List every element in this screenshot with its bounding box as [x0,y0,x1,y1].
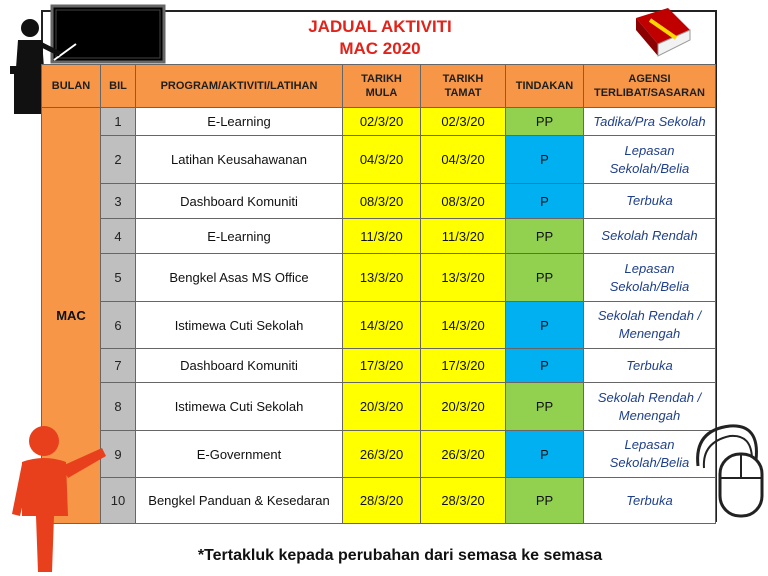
action-cell: P [506,302,584,349]
header-text: MULA [365,87,398,99]
col-header-tarikh-tamat [421,65,506,108]
action-cell: PP [506,383,584,431]
start-date-cell: 08/3/20 [343,184,421,219]
bil-cell: 7 [101,349,136,383]
table-row [42,349,716,383]
agency-cell [584,302,716,349]
program-cell: Dashboard Komuniti [136,184,343,219]
table-row [42,254,716,302]
agency-line: Terbuka [626,357,673,373]
table-row [42,219,716,254]
start-date-cell: 13/3/20 [343,254,421,302]
bil-cell: 2 [101,136,136,184]
agency-line: Terbuka [626,193,673,208]
footnote: *Tertakluk kepada perubahan dari semasa ke semasa [197,547,603,564]
bil-cell: 5 [101,254,136,302]
header-text: TARIKH [442,73,484,85]
action-cell: P [506,136,584,184]
header-text: AGENSI [628,73,671,85]
action-cell: PP [506,219,584,254]
end-date-cell: 11/3/20 [421,219,506,254]
table-row [42,383,716,431]
start-date-cell: 14/3/20 [343,302,421,349]
end-date-cell: 26/3/20 [421,431,506,478]
start-date-cell: 20/3/20 [343,383,421,431]
bil-cell: 8 [101,383,136,431]
table-row [42,108,716,136]
agency-line: Lepasan [624,260,675,276]
col-header-program: PROGRAM/AKTIVITI/LATIHAN [136,65,343,108]
header-text: TARIKH [361,73,402,85]
end-date-cell: 28/3/20 [421,478,506,524]
action-cell: PP [506,478,584,524]
start-date-cell: 28/3/20 [343,478,421,524]
program-cell: E-Learning [136,108,343,136]
book-icon [630,4,694,60]
end-date-cell: 02/3/20 [421,108,506,136]
program-cell: E-Learning [136,219,343,254]
agency-cell [584,219,716,254]
bil-cell: 1 [101,108,136,136]
bil-cell: 6 [101,302,136,349]
bil-cell: 4 [101,219,136,254]
agency-line: Sekolah Rendah / [597,389,702,405]
page-title [200,16,560,60]
table-row [42,184,716,219]
col-header-tarikh-mula [343,65,421,108]
action-cell: PP [506,254,584,302]
month-cell: MAC [42,108,101,524]
agency-line: Lepasan [624,142,675,158]
end-date-cell: 14/3/20 [421,302,506,349]
table-row [42,431,716,478]
program-cell: Dashboard Komuniti [136,349,343,383]
agency-cell [584,184,716,219]
table-row [42,302,716,349]
start-date-cell: 04/3/20 [343,136,421,184]
program-cell: E-Government [136,431,343,478]
agency-cell [584,254,716,302]
agency-line: Sekolah/Belia [609,455,690,470]
end-date-cell: 13/3/20 [421,254,506,302]
end-date-cell: 04/3/20 [421,136,506,184]
agency-cell [584,136,716,184]
program-cell: Bengkel Panduan & Kesedaran [136,478,343,524]
header-text: TERLIBAT/SASARAN [593,87,705,99]
agency-line: Menengah [618,326,681,341]
title-line-1: JADUAL AKTIVITI [308,17,452,36]
agency-line: Sekolah/Belia [609,278,690,294]
bil-cell: 3 [101,184,136,219]
presenter-figure-icon [6,424,116,574]
agency-line: Tadika/Pra Sekolah [593,113,706,129]
action-cell: PP [506,108,584,136]
agency-cell [584,108,716,136]
header-text: TAMAT [444,87,482,99]
bil-cell: 10 [101,478,136,524]
agency-line: Sekolah Rendah / [597,308,702,323]
end-date-cell: 17/3/20 [421,349,506,383]
col-header-tindakan: TINDAKAN [506,65,584,108]
computer-mouse-icon [690,420,766,524]
program-cell: Bengkel Asas MS Office [136,254,343,302]
col-header-bulan: BULAN [42,65,101,108]
program-cell: Istimewa Cuti Sekolah [136,383,343,431]
title-line-2: MAC 2020 [339,39,421,58]
table-header-row [42,65,716,108]
action-cell: P [506,184,584,219]
agency-cell [584,349,716,383]
agency-line: Menengah [618,407,681,423]
activity-table [41,64,716,524]
start-date-cell: 02/3/20 [343,108,421,136]
agency-line: Lepasan [624,437,675,452]
col-header-bil: BIL [101,65,136,108]
end-date-cell: 08/3/20 [421,184,506,219]
table-row [42,136,716,184]
start-date-cell: 17/3/20 [343,349,421,383]
start-date-cell: 11/3/20 [343,219,421,254]
program-cell: Latihan Keusahawanan [136,136,343,184]
agency-line: Sekolah Rendah [601,228,698,243]
action-cell: P [506,349,584,383]
start-date-cell: 26/3/20 [343,431,421,478]
agency-line: Terbuka [626,492,673,508]
end-date-cell: 20/3/20 [421,383,506,431]
agency-line: Sekolah/Belia [609,160,690,176]
action-cell: P [506,431,584,478]
table-row [42,478,716,524]
program-cell: Istimewa Cuti Sekolah [136,302,343,349]
col-header-agensi [584,65,716,108]
bil-cell: 9 [101,431,136,478]
